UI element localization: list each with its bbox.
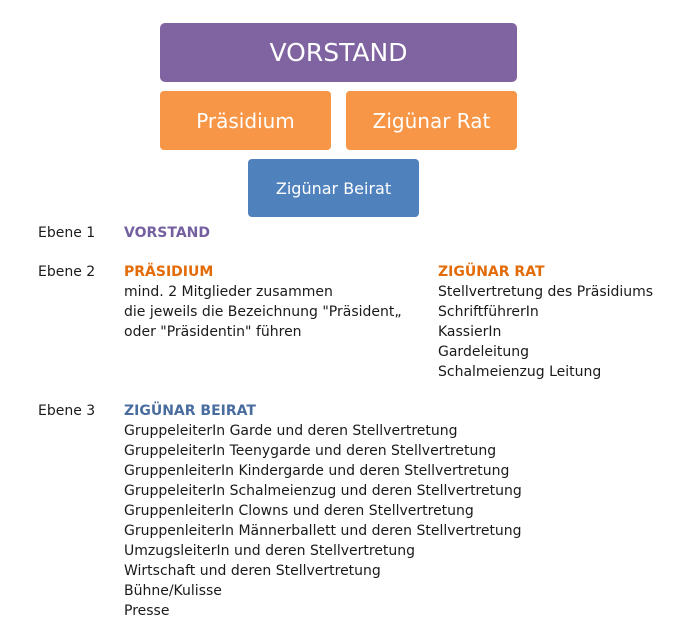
list-item: UmzugsleiterIn und deren Stellvertretung bbox=[124, 543, 416, 559]
ebene3-label: Ebene 3 bbox=[38, 403, 96, 419]
list-item: GruppeleiterIn Teenygarde und deren Stellvertretung bbox=[124, 443, 497, 459]
ziguenar-beirat-box bbox=[248, 159, 419, 217]
list-item: GruppenleiterIn Männerballett und deren Stellvertretung bbox=[124, 523, 522, 539]
vorstand-box-label: VORSTAND bbox=[269, 38, 408, 67]
ziguenar-rat-box-label: Zigünar Rat bbox=[372, 108, 491, 133]
ebene1-label: Ebene 1 bbox=[38, 225, 96, 241]
vorstand-box bbox=[160, 23, 517, 82]
praesidium-title: PRÄSIDIUM bbox=[124, 264, 214, 280]
list-item: GruppeleiterIn Schalmeienzug und deren Stellvertretung bbox=[124, 483, 522, 499]
rat-members bbox=[438, 282, 653, 382]
list-item: SchriftführerIn bbox=[438, 304, 539, 320]
beirat-title: ZIGÜNAR BEIRAT bbox=[124, 403, 256, 419]
list-item: Schalmeienzug Leitung bbox=[438, 364, 602, 380]
list-item: GruppenleiterIn Clowns und deren Stellvertretung bbox=[124, 503, 474, 519]
ziguenar-beirat-box-label: Zigünar Beirat bbox=[275, 178, 392, 198]
list-item: GruppenleiterIn Kindergarde und deren Stellvertretung bbox=[124, 463, 510, 479]
praesidium-description bbox=[124, 282, 402, 342]
list-item: KassierIn bbox=[438, 324, 502, 340]
ebene1-title: VORSTAND bbox=[124, 225, 210, 241]
list-item: Stellvertretung des Präsidiums bbox=[438, 284, 654, 300]
praesidium-box-label: Präsidium bbox=[196, 108, 295, 133]
list-item: mind. 2 Mitglieder zusammen bbox=[124, 284, 333, 300]
ebene2-label: Ebene 2 bbox=[38, 264, 96, 280]
list-item: Presse bbox=[124, 603, 170, 619]
list-item: Gardeleitung bbox=[438, 344, 529, 360]
list-item: Bühne/Kulisse bbox=[124, 583, 222, 599]
list-item: oder "Präsidentin" führen bbox=[124, 324, 302, 340]
list-item: GruppeleiterIn Garde und deren Stellvertretung bbox=[124, 423, 458, 439]
rat-title: ZIGÜNAR RAT bbox=[438, 264, 545, 280]
list-item: die jeweils die Bezeichnung "Präsident„ bbox=[124, 304, 402, 320]
beirat-members bbox=[124, 421, 522, 621]
praesidium-box bbox=[160, 91, 331, 150]
ziguenar-rat-box bbox=[346, 91, 517, 150]
list-item: Wirtschaft und deren Stellvertretung bbox=[124, 563, 381, 579]
